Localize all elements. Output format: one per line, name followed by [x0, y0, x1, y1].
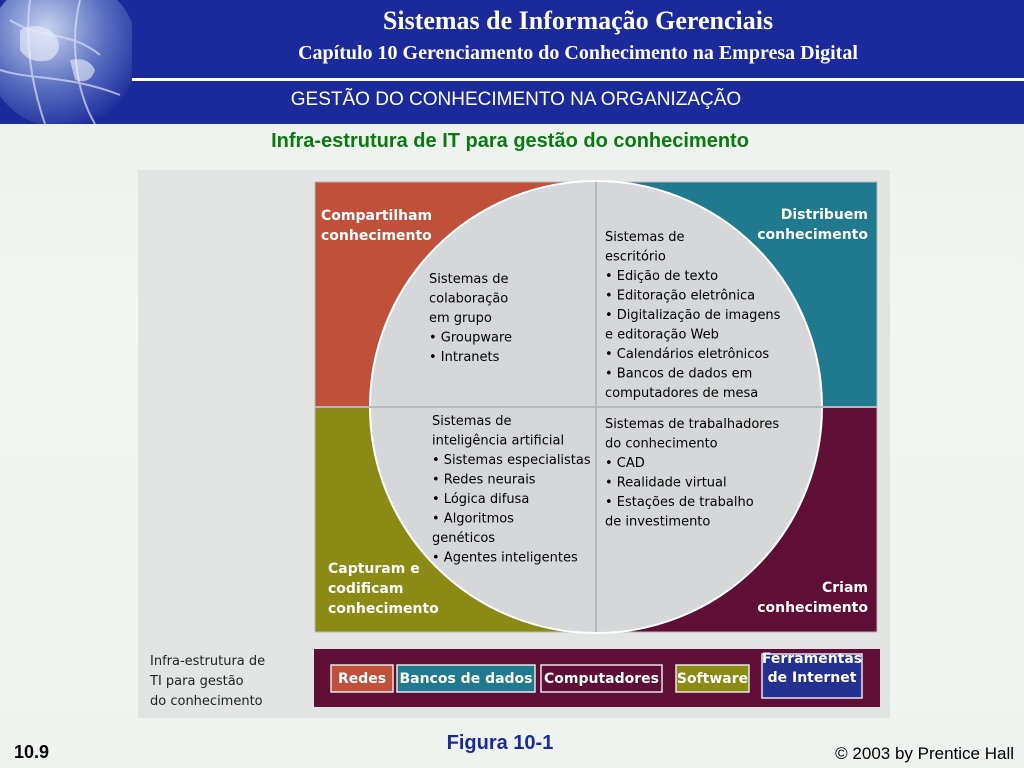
- quadrant-label-share: Compartilham: [321, 208, 433, 224]
- chapter-subtitle: Capítulo 10 Gerenciamento do Conhecimento na Empresa Digital: [298, 42, 858, 64]
- knowledge-infrastructure-diagram: [138, 170, 890, 718]
- collaboration-systems-text: em grupo: [429, 311, 492, 326]
- ai-systems-text: inteligência artificial: [432, 433, 565, 449]
- knowledge-work-systems-text: do conhecimento: [605, 436, 718, 452]
- ai-systems-text: • Sistemas especialistas: [432, 453, 591, 468]
- collaboration-systems-text: • Intranets: [429, 350, 500, 365]
- infra-box-computers-label: Computadores: [544, 671, 659, 687]
- globe-logo: [0, 0, 132, 124]
- quadrant-label-capture: Capturam e: [328, 561, 420, 577]
- office-systems-text: • Edição de texto: [605, 269, 719, 284]
- slide-number: 10.9: [14, 742, 50, 762]
- office-systems-text: escritório: [605, 249, 666, 265]
- infra-box-internet-tools-label: de Internet: [767, 670, 857, 686]
- section-title: GESTÃO DO CONHECIMENTO NA ORGANIZAÇÃO: [290, 89, 742, 110]
- collaboration-systems-text: • Groupware: [429, 330, 513, 346]
- quadrant-label-create: Criam: [821, 580, 868, 596]
- ai-systems-text: Sistemas de: [432, 414, 512, 429]
- ai-systems-text: • Redes neurais: [432, 472, 536, 488]
- knowledge-work-systems-text: • Realidade virtual: [605, 475, 727, 491]
- office-systems-text: Sistemas de: [605, 230, 685, 245]
- quadrant-label-distribute: Distribuem: [780, 207, 868, 223]
- quadrant-label-capture: codificam: [328, 581, 404, 597]
- ai-systems-text: • Lógica difusa: [432, 492, 530, 507]
- office-systems-text: • Digitalização de imagens: [605, 308, 781, 323]
- quadrant-label-distribute: conhecimento: [757, 227, 868, 243]
- quadrant-label-capture: conhecimento: [328, 601, 439, 617]
- office-systems-text: e editoração Web: [605, 327, 719, 343]
- copyright: © 2003 by Prentice Hall: [835, 744, 1014, 763]
- quadrant-label-create: conhecimento: [757, 600, 868, 616]
- ai-systems-text: • Algoritmos: [432, 511, 514, 527]
- ai-systems-text: • Agentes inteligentes: [432, 550, 578, 566]
- infrastructure-label: do conhecimento: [150, 694, 263, 709]
- office-systems-text: • Bancos de dados em: [605, 366, 753, 382]
- ai-systems-text: genéticos: [432, 531, 496, 546]
- figure-panel: [138, 170, 890, 718]
- infra-box-software-label: Software: [676, 671, 749, 687]
- knowledge-work-systems-text: • CAD: [605, 456, 645, 471]
- infra-box-internet-tools-label: Ferramentas: [761, 651, 863, 667]
- figure-caption: Figura 10-1: [446, 732, 554, 754]
- quadrant-label-share: conhecimento: [321, 228, 432, 244]
- slide-title: Infra-estrutura de IT para gestão do conhecimento: [271, 130, 749, 152]
- collaboration-systems-text: Sistemas de: [429, 272, 509, 287]
- infrastructure-label: TI para gestão: [150, 674, 244, 689]
- header: [0, 0, 1024, 124]
- infra-box-networks-label: Redes: [337, 671, 387, 687]
- knowledge-work-systems-text: de investimento: [605, 514, 711, 530]
- infrastructure-label: Infra-estrutura de: [150, 654, 266, 669]
- office-systems-text: • Calendários eletrônicos: [605, 347, 770, 362]
- office-systems-text: computadores de mesa: [605, 386, 759, 401]
- knowledge-work-systems-text: • Estações de trabalho: [605, 495, 754, 510]
- office-systems-text: • Editoração eletrônica: [605, 288, 756, 304]
- knowledge-work-systems-text: Sistemas de trabalhadores: [605, 417, 780, 432]
- infra-box-databases-label: Bancos de dados: [399, 671, 533, 687]
- collaboration-systems-text: colaboração: [429, 291, 509, 307]
- presentation-title: Sistemas de Informação Gerenciais: [382, 6, 774, 35]
